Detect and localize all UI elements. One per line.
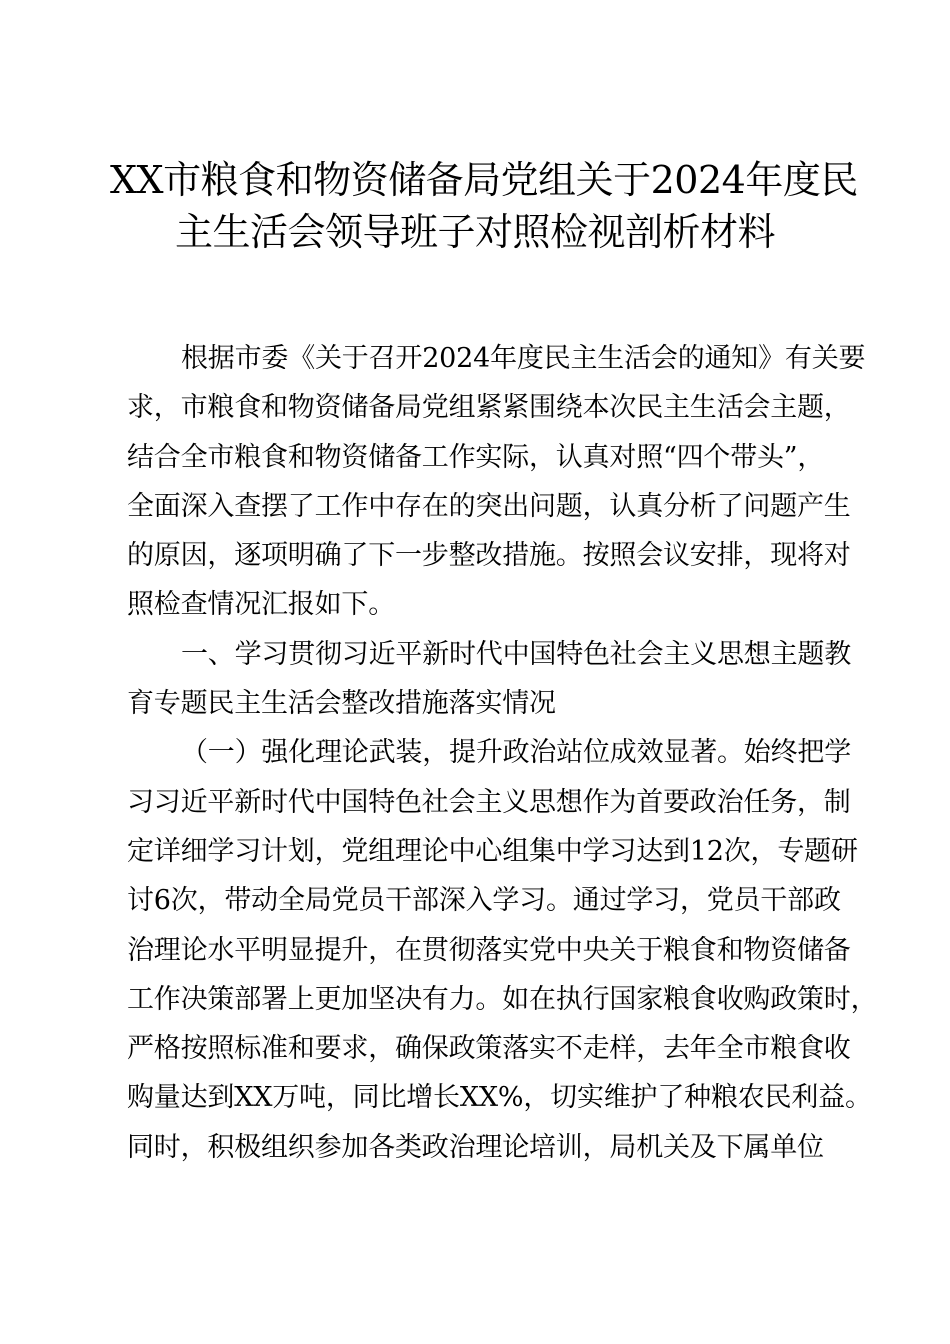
- paragraph-intro: [127, 334, 866, 630]
- text-line: 同时，积极组织参加各类政治理论培训，局机关及下属单位: [127, 1131, 824, 1163]
- text-line: 工作决策部署上更加坚决有力。如在执行国家粮食收购政策时，: [127, 983, 878, 1015]
- text-line: 根据市委《关于召开2024年度民主生活会的通知》有关要: [181, 343, 866, 374]
- text-line: 全面深入查摆了工作中存在的突出问题，认真分析了问题产生: [127, 490, 851, 522]
- text-line: 习习近平新时代中国特色社会主义思想作为首要政治任务，制: [127, 786, 851, 818]
- document-title: [110, 154, 858, 258]
- text-line: 治理论水平明显提升，在贯彻落实党中央关于粮食和物资储备: [127, 934, 851, 966]
- text-line: 的原因，逐项明确了下一步整改措施。按照会议安排，现将对: [127, 540, 851, 572]
- text-line: 购量达到XX万吨，同比增长XX%，切实维护了种粮农民利益。: [127, 1082, 872, 1114]
- text-line: 照检查情况汇报如下。: [127, 589, 395, 621]
- paragraph-subsection-1: [127, 728, 878, 1172]
- text-line: 结合全市粮食和物资储备工作实际，认真对照“四个带头”，: [127, 441, 825, 473]
- text-line: 一、学习贯彻习近平新时代中国特色社会主义思想主题教: [181, 638, 851, 670]
- text-line: （一）强化理论武装，提升政治站位成效显著。始终把学: [181, 737, 851, 769]
- document-body: [127, 334, 878, 1172]
- text-line: 讨6次，带动全局党员干部深入学习。通过学习，党员干部政: [127, 885, 841, 917]
- text-line: 严格按照标准和要求，确保政策落实不走样，去年全市粮食收: [127, 1033, 851, 1065]
- title-line: 主生活会领导班子对照检视剖析材料: [174, 210, 775, 254]
- text-line: 求，市粮食和物资储备局党组紧紧围绕本次民主生活会主题，: [127, 392, 851, 424]
- text-line: 育专题民主生活会整改措施落实情况: [127, 688, 556, 720]
- section-heading-1: [127, 630, 851, 729]
- title-line: XX市粮食和物资储备局党组关于2024年度民: [110, 158, 858, 202]
- text-line: 定详细学习计划，党组理论中心组集中学习达到12次，专题研: [127, 835, 858, 867]
